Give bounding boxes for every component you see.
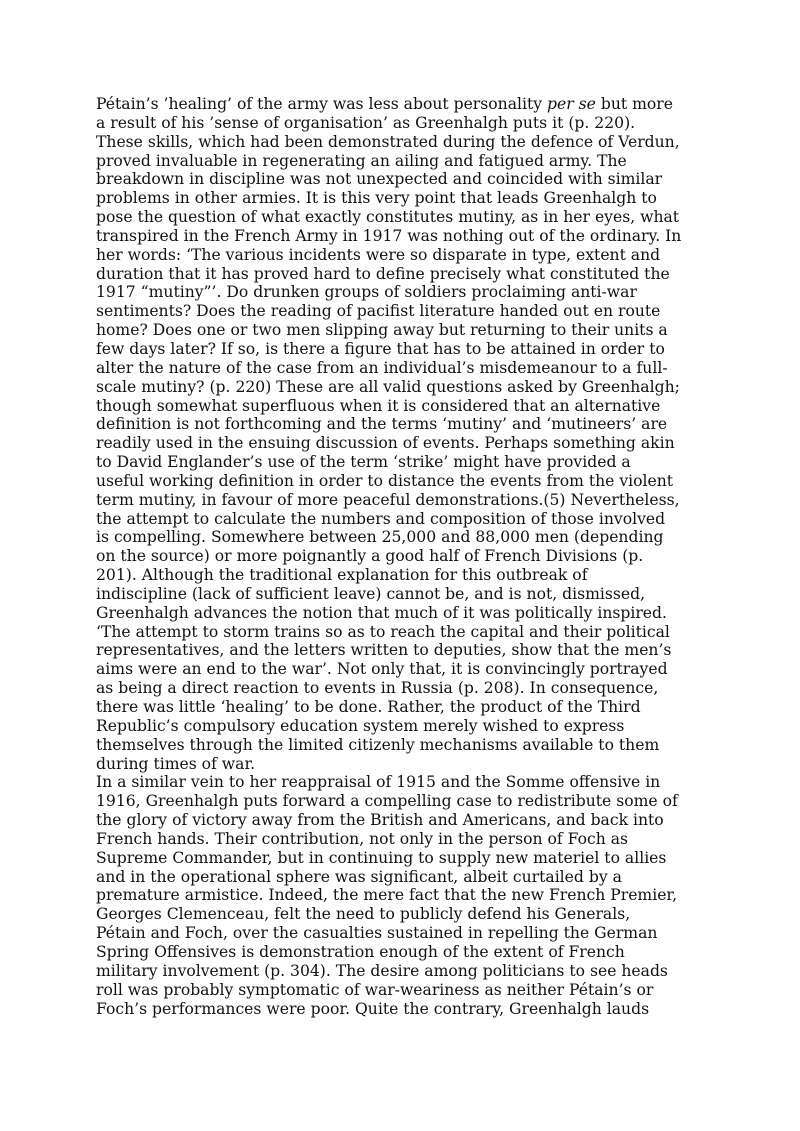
text-line	[96, 623, 716, 642]
text-line	[96, 566, 716, 585]
text-line-content: aims were an end to the war’. Not only that, it is convincingly portrayed	[96, 660, 668, 679]
text-line-content: home? Does one or two men slipping away but returning to their units a	[96, 321, 668, 340]
text-line	[96, 943, 716, 962]
text-line-content: scale mutiny? (p. 220) These are all valid questions asked by Greenhalgh;	[96, 377, 680, 396]
text-line	[96, 886, 716, 905]
text-line-content: These skills, which had been demonstrated during the defence of Verdun,	[96, 132, 680, 151]
text-line	[96, 660, 716, 679]
text-line-content: ‘The attempt to storm trains so as to reach the capital and their political	[96, 622, 670, 641]
text-line	[96, 868, 716, 887]
text-line-content: premature armistice. Indeed, the mere fact that the new French Premier,	[96, 886, 678, 905]
text-line	[96, 811, 716, 830]
text-line-content: pose the question of what exactly constitutes mutiny, as in her eyes, what	[96, 208, 680, 227]
text-line	[96, 1000, 716, 1019]
text-line-content: readily used in the ensuing discussion of events. Perhaps something akin	[96, 434, 675, 453]
text-line-content: Foch’s performances were poor. Quite the contrary, Greenhalgh lauds	[96, 999, 650, 1018]
text-line-content: Pétain and Foch, over the casualties sustained in repelling the German	[96, 924, 658, 943]
text-line	[96, 133, 716, 152]
text-line-content: themselves through the limited citizenly mechanisms available to them	[96, 735, 660, 754]
text-line	[96, 830, 716, 849]
text-line	[96, 321, 716, 340]
text-line	[96, 792, 716, 811]
text-line	[96, 679, 716, 698]
text-line	[96, 434, 716, 453]
text-line	[96, 491, 716, 510]
text-line	[96, 604, 716, 623]
text-line	[96, 472, 716, 491]
text-line	[96, 340, 716, 359]
body-text	[96, 95, 716, 1018]
text-line-content: Pétain’s ’healing’ of the army was less about personality	[96, 95, 548, 113]
text-line	[96, 170, 716, 189]
text-line	[96, 114, 716, 133]
text-line	[96, 585, 716, 604]
text-line	[96, 265, 716, 284]
text-line	[96, 736, 716, 755]
text-line	[96, 924, 716, 943]
text-line-content: In a similar vein to her reappraisal of 1915 and the Somme offensive in	[96, 773, 661, 792]
text-line	[96, 905, 716, 924]
text-line	[96, 698, 716, 717]
text-line-content: transpired in the French Army in 1917 was nothing out of the ordinary. In	[96, 226, 682, 245]
text-line-content: and in the operational sphere was significant, albeit curtailed by a	[96, 867, 622, 886]
text-line	[96, 246, 716, 265]
text-line-content: the attempt to calculate the numbers and composition of those involved	[96, 509, 666, 528]
text-line	[96, 510, 716, 529]
text-line-content: 1916, Greenhalgh puts forward a compelling case to redistribute some of	[96, 792, 678, 811]
text-line	[96, 773, 716, 792]
text-line-content: military involvement (p. 304). The desire among politicians to see heads	[96, 961, 668, 980]
text-line	[96, 152, 716, 171]
text-line	[96, 717, 716, 736]
text-line	[96, 415, 716, 434]
italic-phrase: per se	[547, 95, 596, 113]
text-line-content: duration that it has proved hard to define precisely what constituted the	[96, 264, 670, 283]
text-line-content: to David Englander’s use of the term ‘strike’ might have provided a	[96, 453, 631, 472]
text-line-content: her words: ‘The various incidents were so disparate in type, extent and	[96, 245, 661, 264]
text-line-content: Georges Clemenceau, felt the need to publicly defend his Generals,	[96, 905, 631, 924]
text-line	[96, 359, 716, 378]
text-line-content: few days later? If so, is there a figure that has to be attained in order to	[96, 339, 665, 358]
text-line-content: though somewhat superfluous when it is considered that an alternative	[96, 396, 661, 415]
text-line-content: breakdown in discipline was not unexpected and coincided with similar	[96, 170, 663, 189]
text-line-content: indiscipline (lack of sufficient leave) cannot be, and is not, dismissed,	[96, 584, 646, 603]
text-line	[96, 208, 716, 227]
text-line-content: Spring Offensives is demonstration enough of the extent of French	[96, 942, 625, 961]
text-line	[96, 302, 716, 321]
text-line-content: problems in other armies. It is this very point that leads Greenhalgh to	[96, 189, 657, 208]
text-line-content: during times of war.	[96, 754, 256, 773]
text-line-content: proved invaluable in regenerating an ailing and fatigued army. The	[96, 151, 627, 170]
text-line-continuation: but more	[595, 95, 673, 113]
text-line	[96, 189, 716, 208]
text-line-content: definition is not forthcoming and the terms ‘mutiny’ and ‘mutineers’ are	[96, 415, 668, 434]
text-line-content: alter the nature of the case from an individual’s misdemeanour to a full-	[96, 358, 668, 377]
text-line	[96, 849, 716, 868]
text-line	[96, 981, 716, 1000]
text-line-content: a result of his ’sense of organisation’ as Greenhalgh puts it (p. 220).	[96, 113, 636, 132]
text-line	[96, 378, 716, 397]
text-line-content: as being a direct reaction to events in Russia (p. 208). In consequence,	[96, 679, 659, 698]
text-line	[96, 528, 716, 547]
text-line-content: 201). Although the traditional explanation for this outbreak of	[96, 566, 588, 585]
text-line-content: 1917 “mutiny”’. Do drunken groups of soldiers proclaiming anti-war	[96, 283, 637, 302]
text-line	[96, 547, 716, 566]
text-line	[96, 962, 716, 981]
text-line-content: useful working definition in order to distance the events from the violent	[96, 471, 674, 490]
text-line-content: there was little ‘healing’ to be done. Rather, the product of the Third	[96, 698, 641, 716]
text-line-content: on the source) or more poignantly a good half of French Divisions (p.	[96, 547, 644, 566]
text-line	[96, 397, 716, 416]
text-line-content: Supreme Commander, but in continuing to supply new materiel to allies	[96, 848, 667, 867]
text-line	[96, 283, 716, 302]
text-line-content: is compelling. Somewhere between 25,000 and 88,000 men (depending	[96, 528, 664, 547]
text-line	[96, 227, 716, 246]
text-line-content: French hands. Their contribution, not only in the person of Foch as	[96, 829, 629, 848]
text-line	[96, 95, 716, 114]
text-line	[96, 755, 716, 774]
text-line-content: roll was probably symptomatic of war-weariness as neither Pétain’s or	[96, 980, 654, 999]
text-line-content: Republic’s compulsory education system merely wished to express	[96, 716, 625, 735]
text-line-content: representatives, and the letters written to deputies, show that the men’s	[96, 641, 672, 660]
text-line-content: the glory of victory away from the British and Americans, and back into	[96, 811, 664, 830]
text-line-content: sentiments? Does the reading of pacifist literature handed out en route	[96, 302, 661, 321]
text-line	[96, 641, 716, 660]
text-line-content: term mutiny, in favour of more peaceful demonstrations.(5) Nevertheless,	[96, 490, 680, 509]
text-line-content: Greenhalgh advances the notion that much of it was politically inspired.	[96, 603, 667, 622]
text-line	[96, 453, 716, 472]
